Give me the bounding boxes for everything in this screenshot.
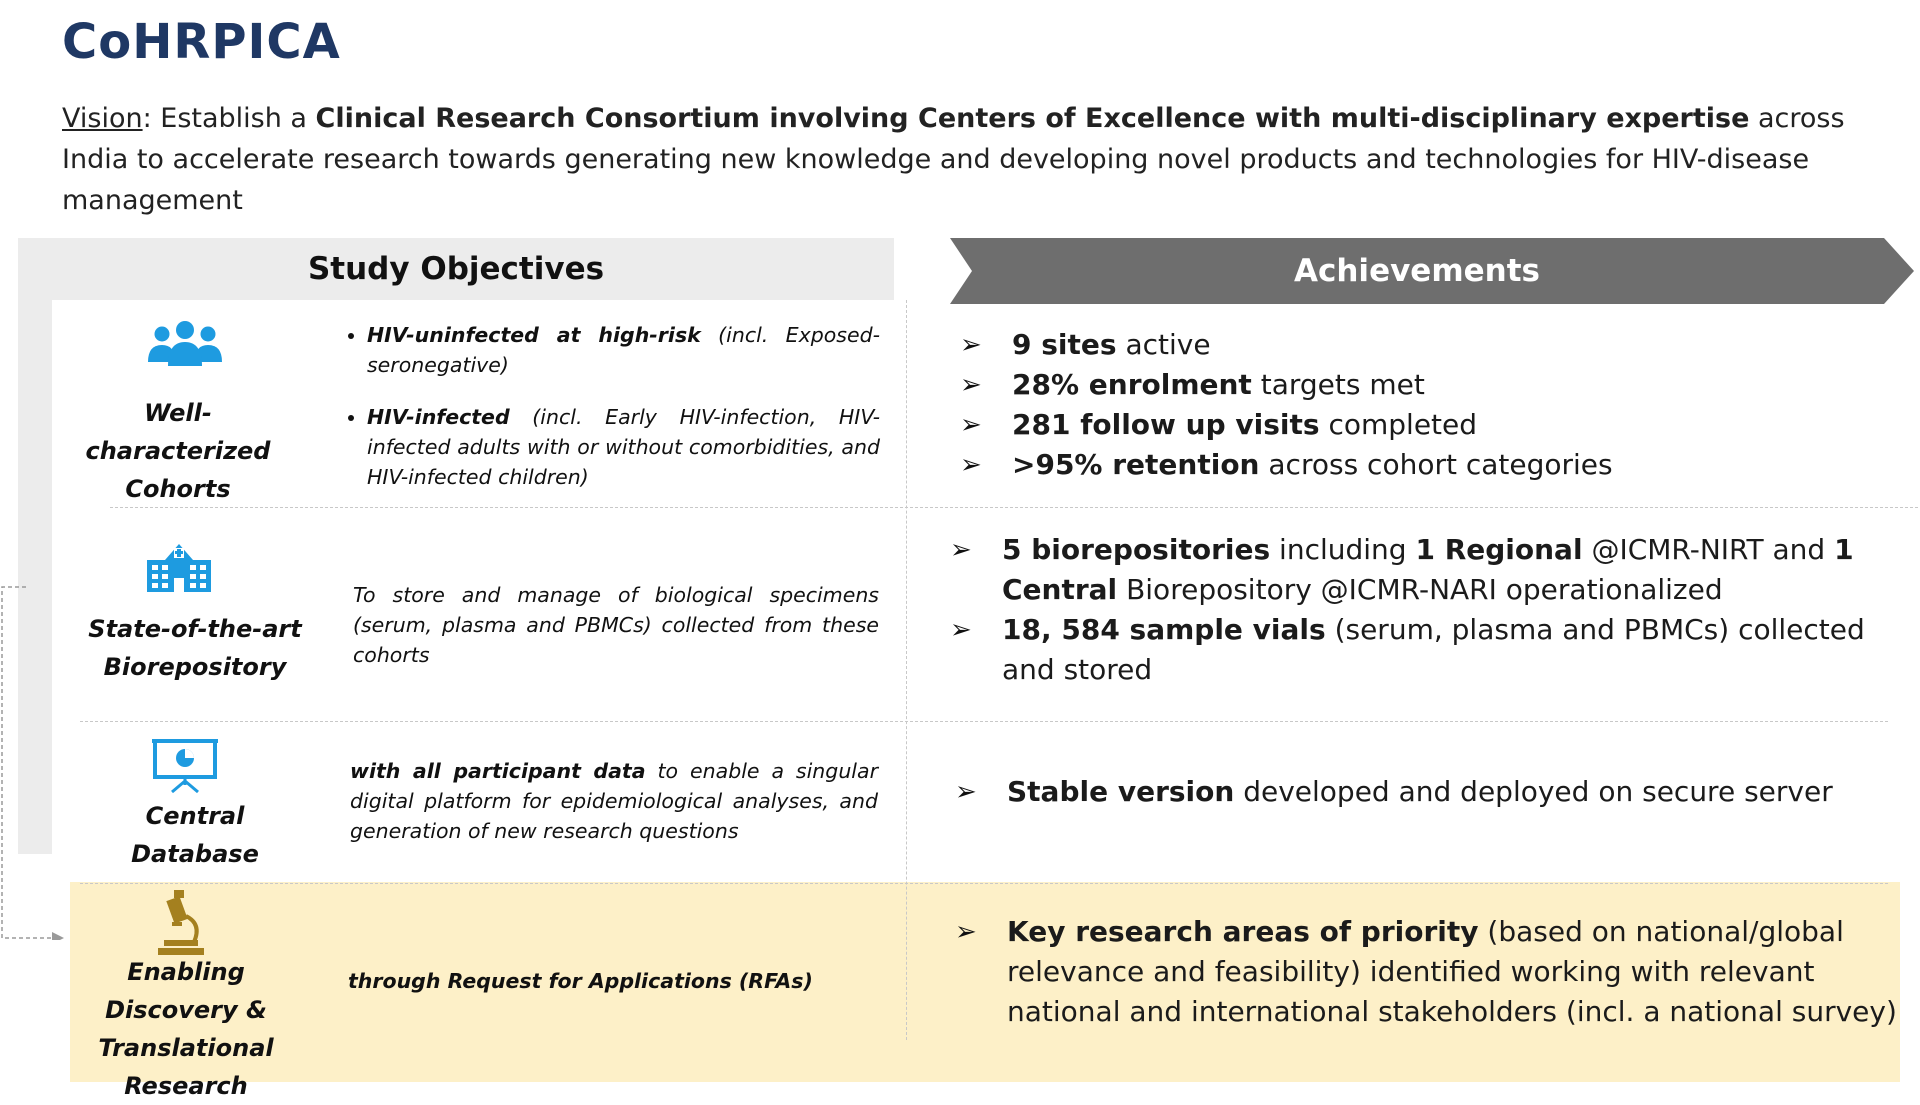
- achievement-item: ➢ 281 follow up visits completed: [960, 405, 1890, 445]
- objective-discovery: through Request for Applications (RFAs): [348, 969, 813, 993]
- achievement-item: ➢ 18, 584 sample vials (serum, plasma and PBMCs) collected and stored: [950, 610, 1900, 690]
- presentation-chart-icon: [152, 737, 218, 798]
- achievements-cohorts: [960, 325, 1890, 485]
- achievement-item: ➢ >95% retention across cohort categories: [960, 445, 1890, 485]
- arrow-bullet-icon: ➢: [955, 917, 977, 947]
- row-divider: [80, 883, 1888, 884]
- achievement-item: ➢ Key research areas of priority (based on national/global relevance and feasibility) identified working with relevant national and international stakeholders (incl. a national survey): [955, 912, 1905, 1032]
- arrow-bullet-icon: ➢: [960, 410, 982, 440]
- achievement-item: ➢ 28% enrolment targets met: [960, 365, 1890, 405]
- arrow-bullet-icon: ➢: [960, 450, 982, 480]
- arrow-bullet-icon: ➢: [950, 535, 972, 565]
- page-title: CoHRPICA: [62, 14, 341, 70]
- vision-text-2: across India to accelerate research towards generating new knowledge and developing novel products and technologies for HIV-disease management: [62, 103, 1845, 216]
- achievements-biorepository: [950, 530, 1900, 690]
- objectives-cohorts: [345, 320, 880, 514]
- vision-label: Vision: [62, 103, 143, 134]
- achievement-item: ➢ 9 sites active: [960, 325, 1890, 365]
- column-divider: [906, 300, 907, 1040]
- arrow-bullet-icon: ➢: [960, 370, 982, 400]
- arrow-bullet-icon: ➢: [950, 615, 972, 645]
- objective-database: with all participant data to enable a singular digital platform for epidemiological analyses, and generation of new research questions: [350, 759, 878, 843]
- objective-biorepository: To store and manage of biological specimens (serum, plasma and PBMCs) collected from these cohorts: [353, 583, 879, 667]
- achievements-header: [950, 238, 1914, 304]
- arrow-bullet-icon: ➢: [955, 777, 977, 807]
- vision-bold: Clinical Research Consortium involving Centers of Excellence with multi-disciplinary expertise: [315, 103, 1750, 134]
- vision-statement: [62, 98, 1902, 221]
- hospital-building-icon: [145, 538, 213, 599]
- row-divider: [80, 721, 1888, 722]
- study-objectives-header: Study Objectives: [18, 238, 894, 300]
- objective-item: • HIV-infected (incl. Early HIV-infection, HIV-infected adults with or without comorbidities, and HIV-infected children): [367, 402, 880, 492]
- row-label-discovery: Enabling Discovery & Translational Research: [98, 958, 274, 1100]
- people-group-icon: [146, 318, 224, 375]
- achievements-discovery: [955, 912, 1905, 1032]
- achievements-title: Achievements: [1294, 253, 1540, 289]
- row-label-database: Central Database: [131, 802, 259, 868]
- achievement-item: ➢ Stable version developed and deployed on secure server: [955, 772, 1905, 812]
- achievement-item: ➢ 5 biorepositories including 1 Regional @ICMR-NIRT and 1 Central Biorepository @ICMR-NARI operationalized: [950, 530, 1900, 610]
- flow-connector: [0, 585, 64, 940]
- microscope-icon: [156, 888, 206, 961]
- vision-text-1: : Establish a: [142, 103, 316, 134]
- arrow-bullet-icon: ➢: [960, 330, 982, 360]
- row-label-biorepository: State-of-the-art Biorepository: [88, 615, 302, 681]
- objective-item: • HIV-uninfected at high-risk (incl. Exposed-seronegative): [367, 320, 880, 380]
- achievements-database: [955, 772, 1905, 812]
- row-label-cohorts: Well-characterized Cohorts: [85, 399, 271, 503]
